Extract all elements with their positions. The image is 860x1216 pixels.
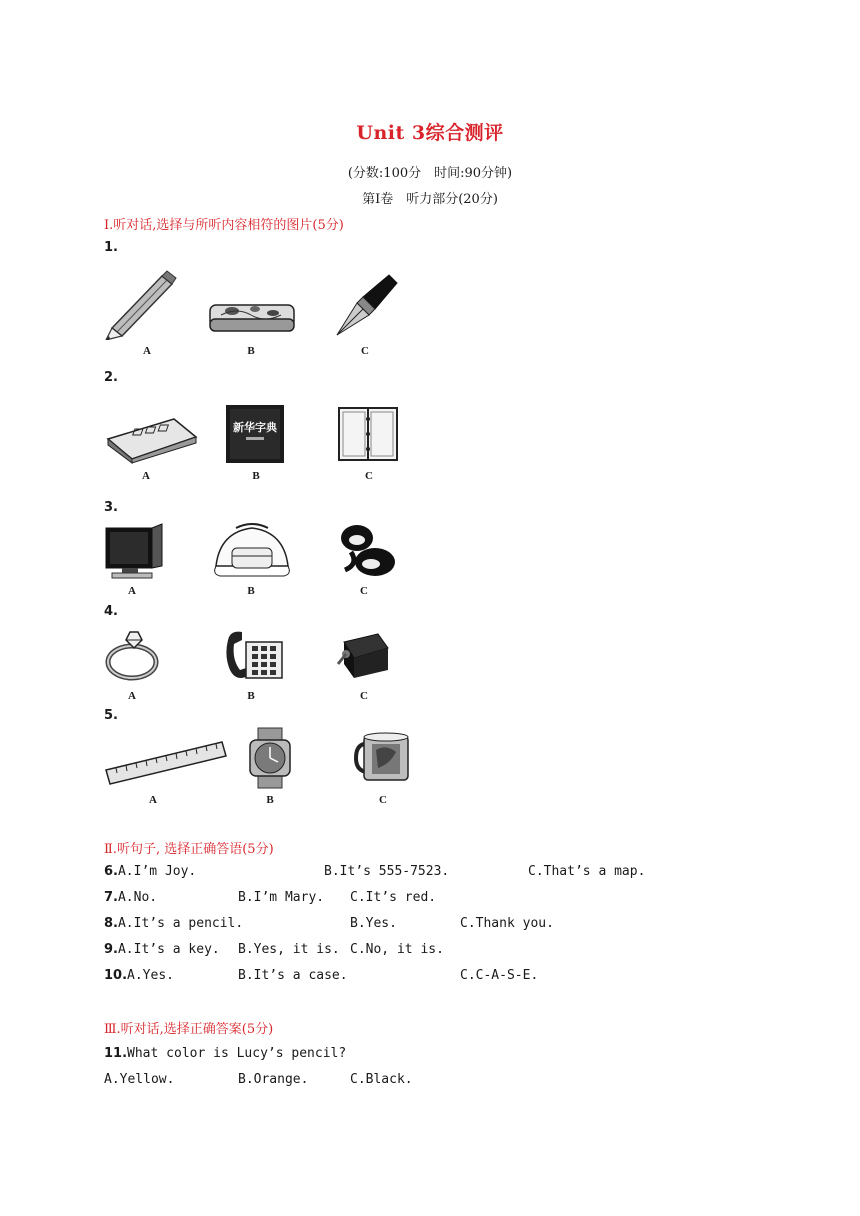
notebook-icon [104,415,200,465]
option-11c: C.Black. [350,1072,413,1087]
question-9-number: 9. [104,942,118,957]
question-5-number: 5. [104,708,118,723]
option-11a: A.Yellow. [104,1072,175,1087]
ruler-icon [104,740,228,786]
question-4-number: 4. [104,604,118,619]
question-6-number: 6. [104,864,118,879]
option-8c: C.Thank you. [460,916,554,931]
section-3-heading: Ⅲ.听对话,选择正确答案(5分) [104,1022,274,1037]
question-11-number: 11. [104,1046,128,1061]
option-8a: A.It’s a pencil. [117,916,244,931]
section-2-heading: Ⅱ.听句子, 选择正确答语(5分) [104,842,274,857]
option-7b: B.I’m Mary. [238,890,325,905]
question-11-stem: What color is Lucy’s pencil? [127,1046,347,1061]
question-7-number: 7. [104,890,118,905]
option-6c: C.That’s a map. [528,864,646,879]
pen-icon [333,273,399,339]
option-2b-label: B [252,470,260,482]
score-time-info: (分数:100分 时间:90分钟) [347,166,513,181]
option-9a: A.It’s a key. [117,942,220,957]
option-7a: A.No. [117,890,158,905]
option-1a-label: A [143,345,151,357]
pencil-box-icon [207,295,297,337]
option-6b: B.It’s 555-7523. [324,864,450,879]
question-8-number: 8. [104,916,118,931]
option-4c-label: C [360,690,368,702]
option-9b: B.Yes, it is. [238,942,340,957]
option-10a: A.Yes. [127,968,174,983]
ring-icon [104,626,166,684]
pencil-icon [104,268,178,340]
option-4a-label: A [128,690,136,702]
option-4b-label: B [247,690,255,702]
option-11b: B.Orange. [238,1072,309,1087]
mug-icon [354,730,412,784]
option-3b-label: B [247,585,255,597]
section-1-heading: Ⅰ.听对话,选择与所听内容相符的图片(5分) [104,218,344,233]
option-9c: C.No, it is. [350,942,444,957]
option-1b-label: B [247,345,255,357]
option-2c-label: C [365,470,373,482]
part-heading: 第Ⅰ卷 听力部分(20分) [362,192,498,207]
option-3a-label: A [128,585,136,597]
dictionary-icon [224,403,286,465]
option-2a-label: A [142,470,150,482]
option-10c: C.C-A-S-E. [460,968,539,983]
option-5c-label: C [379,794,387,806]
backpack-icon [210,522,294,578]
option-8b: B.Yes. [350,916,397,931]
telephone-icon [222,626,286,684]
page-title: Unit 3综合测评 [356,122,504,144]
question-2-number: 2. [104,370,118,385]
option-7c: C.It’s red. [350,890,437,905]
option-5a-label: A [149,794,157,806]
option-1c-label: C [361,345,369,357]
question-1-number: 1. [104,240,118,255]
dictionary-cover-title: 新华字典 [233,421,277,434]
open-notebook-icon [336,405,400,463]
option-3c-label: C [360,585,368,597]
question-3-number: 3. [104,500,118,515]
watch-icon [244,726,296,790]
computer-monitor-icon [104,522,166,582]
option-5b-label: B [266,794,274,806]
pencil-sharpener-icon [336,628,394,682]
question-10-number: 10. [104,968,128,983]
shoes-icon [335,522,399,578]
option-10b: B.It’s a case. [238,968,348,983]
option-6a: A.I’m Joy. [117,864,197,879]
